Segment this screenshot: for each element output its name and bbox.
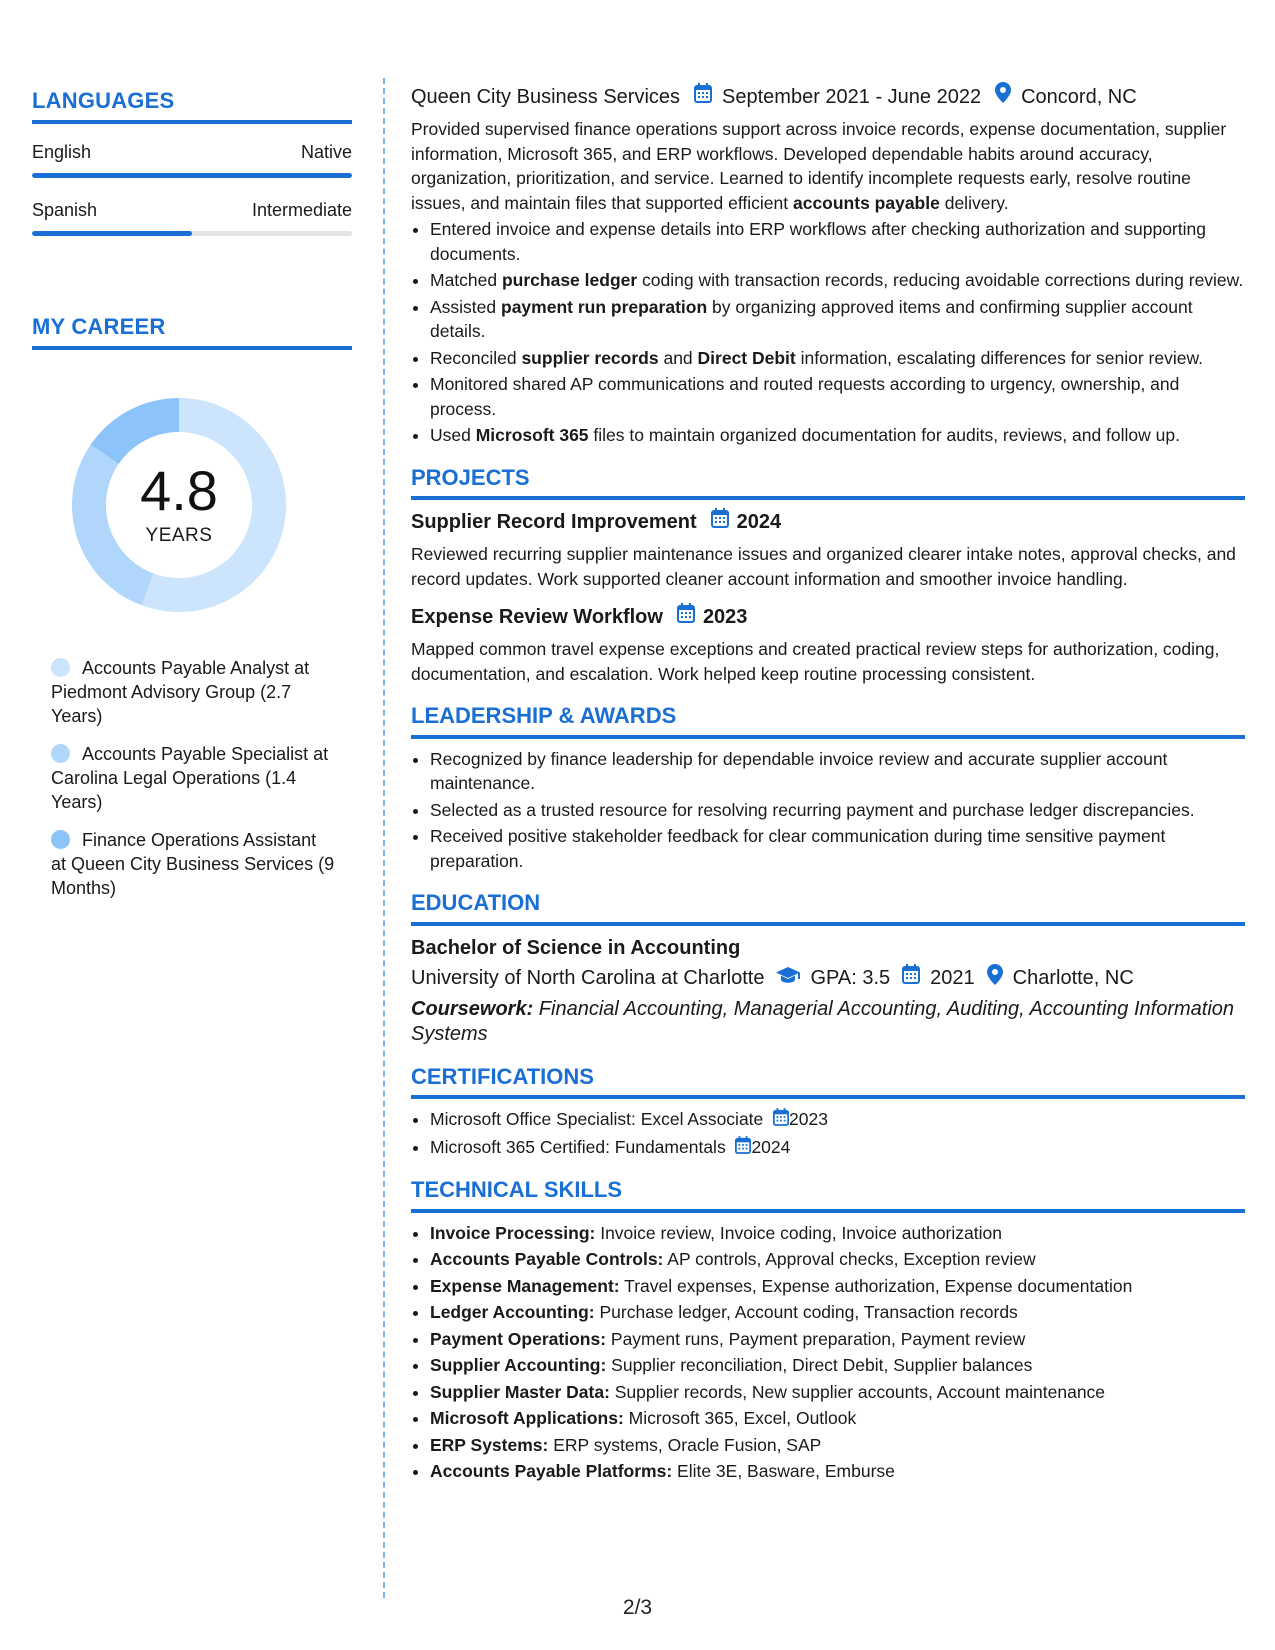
- education-coursework: Coursework: Financial Accounting, Managerial Accounting, Auditing, Accounting Information Systems: [411, 997, 1235, 1045]
- skills-section: [411, 1178, 1245, 1484]
- job-company: Queen City Business Services: [411, 85, 681, 108]
- certification-year: 2024: [751, 1136, 791, 1157]
- section-rule: [411, 496, 1245, 500]
- summary-bold: accounts payable: [792, 192, 940, 213]
- location-pin-icon: [995, 82, 1011, 111]
- leadership-section: [411, 704, 1245, 873]
- calendar-icon: [773, 1108, 789, 1133]
- education-title: EDUCATION: [411, 890, 541, 915]
- legend-item: [51, 828, 336, 900]
- project-name: Supplier Record Improvement: [411, 511, 697, 533]
- language-item: [32, 200, 352, 236]
- project-desc: Mapped common travel expense exceptions and created practical review steps for authorization, coding, documentation, and escalation. Work helped keep routine processing consistent.: [411, 639, 1220, 684]
- education-meta: [411, 964, 1245, 993]
- legend-dot: [51, 830, 70, 849]
- languages-section: [32, 88, 352, 236]
- skill-item: • Supplier Accounting: Supplier reconciliation, Direct Debit, Supplier balances: [430, 1353, 1245, 1378]
- section-rule: [411, 735, 1245, 739]
- legend-item: [51, 742, 336, 814]
- project-year: 2024: [736, 511, 782, 533]
- language-item: [32, 142, 352, 178]
- certifications-title: CERTIFICATIONS: [411, 1063, 594, 1089]
- job-summary: [411, 117, 1245, 215]
- location-pin-icon: [987, 964, 1003, 993]
- project-desc: Reviewed recurring supplier maintenance issues and organized clearer intake notes, approval checks, and record updates. Work supported cleaner account information and smoother invoice handling.: [411, 544, 1236, 589]
- award-item: • Received positive stakeholder feedback for clear communication during time sensitive payment preparation.: [430, 824, 1245, 873]
- job-entry: [411, 82, 1245, 448]
- skill-item: • Accounts Payable Controls: AP controls, Approval checks, Exception review: [430, 1247, 1245, 1272]
- certifications-section: [411, 1065, 1245, 1161]
- page-number: 2/3: [622, 1596, 653, 1619]
- skill-item: • Ledger Accounting: Purchase ledger, Account coding, Transaction records: [430, 1300, 1245, 1325]
- education-school: University of North Carolina at Charlotte: [411, 967, 765, 989]
- job-meta: [411, 82, 1245, 111]
- education-degree: Bachelor of Science in Accounting: [411, 936, 741, 959]
- skills-title: TECHNICAL SKILLS: [411, 1177, 623, 1203]
- education-gpa: GPA: 3.5: [810, 967, 891, 989]
- skill-item: • Supplier Master Data: Supplier records, New supplier accounts, Account maintenance: [430, 1380, 1245, 1405]
- job-bullet: • Entered invoice and expense details into ERP workflows after checking authorization and supporting documents.: [430, 217, 1245, 266]
- education-location: Charlotte, NC: [1012, 967, 1134, 989]
- certification-year: 2023: [789, 1109, 828, 1129]
- job-bullets: [430, 217, 1245, 448]
- skill-item: • Microsoft Applications: Microsoft 365, Excel, Outlook: [430, 1406, 1245, 1431]
- section-rule: [411, 1209, 1245, 1213]
- language-bar: [32, 173, 352, 178]
- summary-text: Provided supervised finance operations support across invoice records, expense documentation, supplier information, Microsoft 365, and ERP workflows. Developed dependable habits around accuracy, organization, prioritization, and service. Learned to identify incomplete requests early, resolve routine issues, and maintain files that supported efficient: [411, 119, 1227, 213]
- skill-item: • Expense Management: Travel expenses, Expense authorization, Expense documentation: [430, 1274, 1245, 1299]
- project-name: Expense Review Workflow: [411, 606, 663, 628]
- language-level: Native: [300, 142, 352, 162]
- project-item: [411, 508, 1245, 591]
- legend-label: Finance Operations Assistant at Queen City Business Services (9 Months): [51, 830, 335, 898]
- calendar-icon: [677, 603, 695, 631]
- language-level: Intermediate: [251, 200, 352, 220]
- career-unit: YEARS: [145, 525, 213, 546]
- job-bullet: • Monitored shared AP communications and routed requests according to urgency, ownership, and process.: [430, 372, 1245, 421]
- job-bullet: • Matched purchase ledger coding with transaction records, reducing avoidable corrections during review.: [430, 268, 1245, 293]
- section-rule: [32, 120, 352, 124]
- job-location: Concord, NC: [1021, 85, 1137, 108]
- certification-item: • Microsoft 365 Certified: Fundamentals 2024: [430, 1135, 1245, 1161]
- legend-label: Accounts Payable Specialist at Carolina Legal Operations (1.4 Years): [51, 744, 329, 812]
- column-divider: [383, 78, 385, 1598]
- legend-item: [51, 656, 336, 728]
- section-rule: [411, 922, 1245, 926]
- language-name: English: [32, 142, 92, 162]
- career-total-years: 4.8: [140, 459, 218, 522]
- career-legend: [51, 656, 336, 900]
- projects-section: [411, 466, 1245, 687]
- skill-item: • ERP Systems: ERP systems, Oracle Fusion, SAP: [430, 1433, 1245, 1458]
- job-bullet: • Used Microsoft 365 files to maintain organized documentation for audits, reviews, and follow up.: [430, 423, 1245, 448]
- left-column: [32, 88, 352, 914]
- language-bar: [32, 231, 352, 236]
- section-rule: [32, 346, 352, 350]
- calendar-icon: [735, 1136, 751, 1161]
- award-item: • Selected as a trusted resource for resolving recurring payment and purchase ledger discrepancies.: [430, 798, 1245, 823]
- education-year: 2021: [930, 967, 975, 989]
- calendar-icon: [902, 964, 920, 992]
- certification-item: • Microsoft Office Specialist: Excel Associate 2023: [430, 1107, 1245, 1133]
- project-year: 2023: [702, 606, 748, 628]
- language-name: Spanish: [32, 200, 98, 220]
- skill-item: • Invoice Processing: Invoice review, Invoice coding, Invoice authorization: [430, 1221, 1245, 1246]
- education-section: [411, 891, 1245, 1047]
- language-bar-fill: [32, 173, 352, 178]
- calendar-icon: [711, 508, 729, 536]
- career-section: [32, 314, 352, 900]
- job-dates: September 2021 - June 2022: [722, 85, 982, 108]
- calendar-icon: [694, 83, 712, 111]
- language-bar-fill: [32, 231, 192, 236]
- graduation-cap-icon: [776, 964, 800, 992]
- summary-text: delivery.: [939, 192, 1009, 213]
- leadership-title: LEADERSHIP & AWARDS: [411, 703, 677, 728]
- job-bullet: • Reconciled supplier records and Direct Debit information, escalating differences for senior review.: [430, 346, 1245, 371]
- career-title: MY CAREER: [32, 314, 166, 339]
- languages-title: LANGUAGES: [32, 88, 175, 113]
- section-rule: [411, 1095, 1245, 1099]
- skill-item: • Payment Operations: Payment runs, Payment preparation, Payment review: [430, 1327, 1245, 1352]
- project-item: [411, 603, 1245, 686]
- skill-item: • Accounts Payable Platforms: Elite 3E, Basware, Emburse: [430, 1459, 1245, 1484]
- legend-label: Accounts Payable Analyst at Piedmont Advisory Group (2.7 Years): [51, 658, 310, 726]
- career-donut-chart: [64, 390, 294, 620]
- legend-dot: [51, 658, 70, 677]
- right-column: [411, 82, 1245, 1486]
- job-bullet: • Assisted payment run preparation by organizing approved items and confirming supplier account details.: [430, 295, 1245, 344]
- projects-title: PROJECTS: [411, 464, 530, 490]
- award-item: • Recognized by finance leadership for dependable invoice review and accurate supplier account maintenance.: [430, 747, 1245, 796]
- legend-dot: [51, 744, 70, 763]
